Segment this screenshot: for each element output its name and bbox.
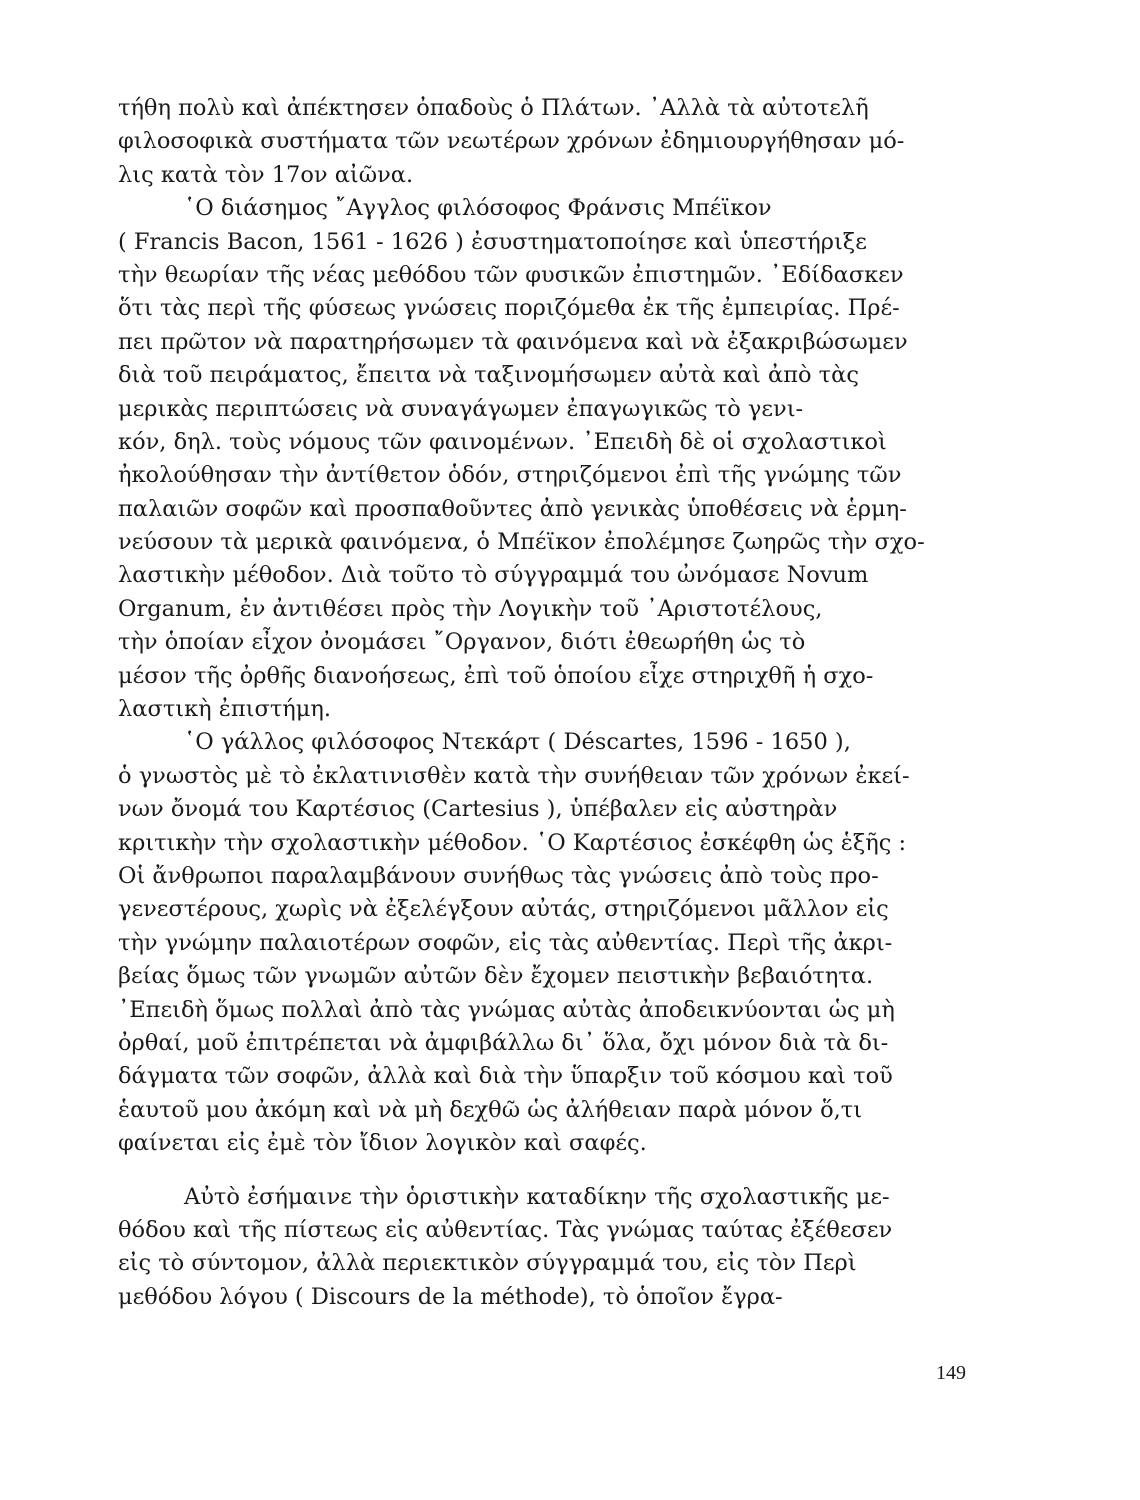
text-line: ᾿Επειδὴ ὅμως πολλαὶ ἀπὸ τὰς γνώμας αὐτὰς ἀποδεικνύονται ὡς μὴ [118,996,895,1023]
text-line: δάγματα τῶν σοφῶν, ἀλλὰ καὶ διὰ τὴν ὕπαρξιν τοῦ κόσμου καὶ τοῦ [118,1063,893,1090]
text-line: ἑαυτοῦ μου ἀκόμη καὶ νὰ μὴ δεχθῶ ὡς ἀλήθειαν παρὰ μόνον ὅ,τι [118,1096,863,1123]
text-line: Organum, ἐν ἀντιθέσει πρὸς τὴν Λογικὴν τοῦ ᾿Αριστοτέλους, [118,595,823,622]
text-line: ὅτι τὰς περὶ τῆς φύσεως γνώσεις ποριζόμεθα ἐκ τῆς ἐμπειρίας. Πρέ- [118,295,900,322]
text-line: τὴν ὁποίαν εἶχον ὀνομάσει ῎Οργανον, διότι ἐθεωρήθη ὡς τὸ [118,629,806,656]
text-line: Αὐτὸ ἐσήμαινε τὴν ὁριστικὴν καταδίκην τῆς σχολαστικῆς με- [184,1183,890,1210]
text-line: ὀρθαί, μοῦ ἐπιτρέπεται νὰ ἀμφιβάλλω δι᾿ ὅλα, ὄχι μόνον διὰ τὰ δι- [118,1029,889,1056]
text-line: τὴν γνώμην παλαιοτέρων σοφῶν, εἰς τὰς αὐθεντίας. Περὶ τῆς ἀκρι- [118,929,893,956]
text-line: βείας ὅμως τῶν γνωμῶν αὐτῶν δὲν ἔχομεν πειστικὴν βεβαιότητα. [118,963,874,990]
text-line: πει πρῶτον νὰ παρατηρήσωμεν τὰ φαινόμενα καὶ νὰ ἐξακριβώσωμεν [118,328,908,355]
text-line: ῾Ο γάλλος φιλόσοφος Ντεκάρτ ( Déscartes, 1596 - 1650 ), [184,729,851,756]
text-line: τὴν θεωρίαν τῆς νέας μεθόδου τῶν φυσικῶν ἐπιστημῶν. ᾿Εδίδασκεν [118,261,904,288]
text-line: φαίνεται εἰς ἐμὲ τὸν ἴδιον λογικὸν καὶ σαφές. [118,1130,647,1157]
text-line: κόν, δηλ. τοὺς νόμους τῶν φαινομένων. ᾿Επειδὴ δὲ οἱ σχολαστικοὶ [118,428,887,455]
text-line: λαστικὴ ἐπιστήμη. [118,696,332,723]
text-line: εἰς τὸ σύντομον, ἀλλὰ περιεκτικὸν σύγγραμμά του, εἰς τὸν Περὶ [118,1250,857,1277]
text-line: νεύσουν τὰ μερικὰ φαινόμενα, ὁ Μπέϊκον ἐπολέμησε ζωηρῶς τὴν σχο- [118,529,925,556]
text-line: φιλοσοφικὰ συστήματα τῶν νεωτέρων χρόνων ἐδημιουργήθησαν μό- [118,128,905,155]
text-line: ( Francis Bacon, 1561 - 1626 ) ἐσυστηματοποίησε καὶ ὑπεστήριξε [118,228,867,255]
page-number: 149 [936,1362,966,1384]
text-line: διὰ τοῦ πειράματος, ἔπειτα νὰ ταξινομήσωμεν αὐτὰ καὶ ἀπὸ τὰς [118,362,859,389]
text-line: ὁ γνωστὸς μὲ τὸ ἐκλατινισθὲν κατὰ τὴν συνήθειαν τῶν χρόνων ἐκεί- [118,762,910,789]
text-line: γενεστέρους, χωρὶς νὰ ἐξελέγξουν αὐτάς, στηριζόμενοι μᾶλλον εἰς [118,896,889,923]
text-line: παλαιῶν σοφῶν καὶ προσπαθοῦντες ἀπὸ γενικὰς ὑποθέσεις νὰ ἑρμη- [118,495,907,522]
text-line: ῾Ο διάσημος ῎Αγγλος φιλόσοφος Φράνσις Μπέϊκον [184,195,772,222]
page-text [118,92,963,1314]
text-line: λαστικὴν μέθοδον. Διὰ τοῦτο τὸ σύγγραμμά του ὠνόμασε Novum [118,562,869,589]
text-line: θόδου καὶ τῆς πίστεως εἰς αὐθεντίας. Τὰς γνώμας ταύτας ἐξέθεσεν [118,1216,893,1243]
text-line: νων ὄνομά του Καρτέσιος (Cartesius ), ὑπέβαλεν εἰς αὐστηρὰν [118,796,838,823]
text-line: μέσον τῆς ὀρθῆς διανοήσεως, ἐπὶ τοῦ ὁποίου εἶχε στηριχθῆ ἡ σχο- [118,662,874,689]
text-line: μεθόδου λόγου ( Discours de la méthode), τὸ ὁποῖον ἔγρα- [118,1283,783,1310]
text-line: ἠκολούθησαν τὴν ἀντίθετον ὁδόν, στηριζόμενοι ἐπὶ τῆς γνώμης τῶν [118,462,902,489]
text-line: κριτικὴν τὴν σχολαστικὴν μέθοδον. ῾Ο Καρτέσιος ἐσκέφθη ὡς ἑξῆς : [118,829,907,856]
text-line: μερικὰς περιπτώσεις νὰ συναγάγωμεν ἐπαγωγικῶς τὸ γενι- [118,395,804,422]
text-line: τήθη πολὺ καὶ ἀπέκτησεν ὀπαδοὺς ὁ Πλάτων. ᾿Αλλὰ τὰ αὐτοτελῆ [118,95,869,121]
text-line: λις κατὰ τὸν 17ον αἰῶνα. [118,161,414,188]
text-line: Οἱ ἄνθρωποι παραλαμβάνουν συνήθως τὰς γνώσεις ἀπὸ τοὺς προ- [118,862,879,889]
